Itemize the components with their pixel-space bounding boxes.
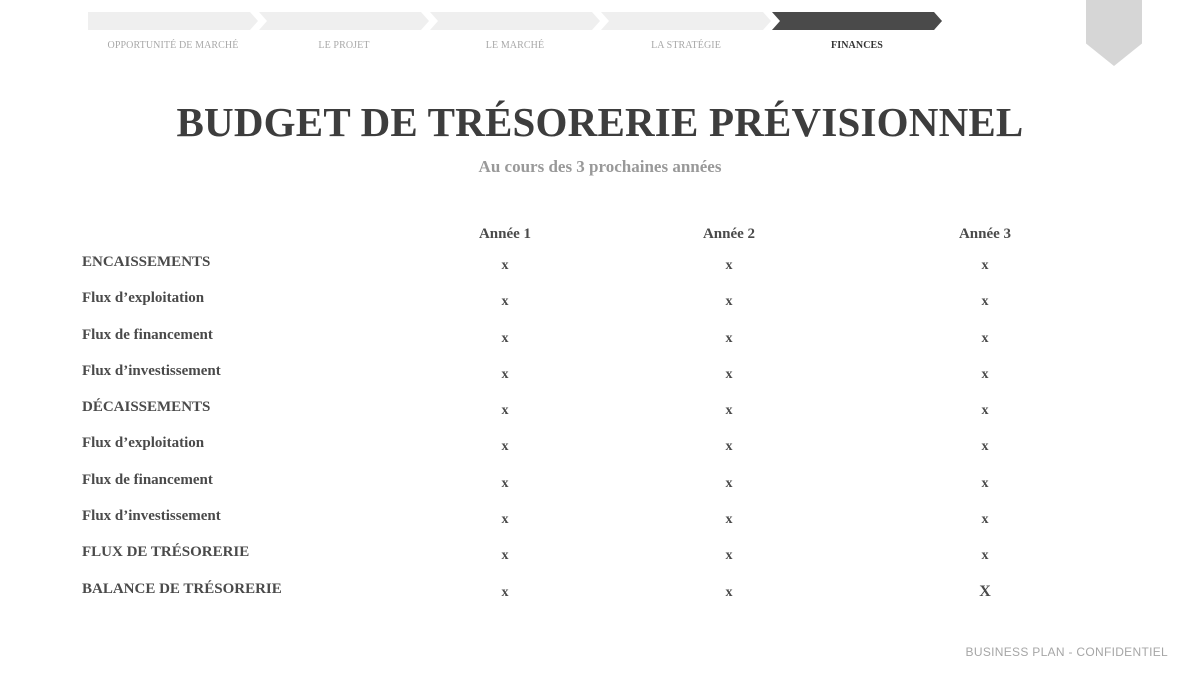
table-row [82, 504, 1082, 540]
row-label: Flux d’investissement [82, 362, 221, 379]
cell-year-1: x [501, 366, 509, 382]
row-label: DÉCAISSEMENTS [82, 399, 211, 416]
cell-year-3: x [981, 439, 989, 455]
nav-step-arrow [430, 12, 600, 30]
nav-step-projet[interactable] [259, 12, 433, 62]
row-label: Flux de financement [82, 326, 213, 343]
cell-year-1: x [501, 330, 509, 346]
bookmark-ribbon-icon[interactable] [1086, 0, 1142, 66]
table-row [82, 250, 1082, 286]
page-subtitle: Au cours des 3 prochaines années [478, 157, 722, 176]
table-row [82, 323, 1082, 359]
row-label: Flux d’exploitation [82, 290, 205, 307]
nav-step-marche[interactable] [430, 12, 604, 62]
cell-year-2: x [725, 512, 733, 528]
row-label: Flux d’exploitation [82, 435, 205, 452]
column-header-year-2: Année 2 [702, 226, 756, 242]
column-header-year-1: Année 1 [478, 226, 532, 242]
cell-year-3: x [981, 258, 989, 273]
cell-year-1: x [501, 548, 509, 564]
row-label: BALANCE DE TRÉSORERIE [82, 580, 282, 597]
page-title: BUDGET DE TRÉSORERIE PRÉVISIONNEL [176, 99, 1024, 145]
cell-year-1: x [501, 512, 509, 528]
row-label: ENCAISSEMENTS [82, 254, 211, 270]
cell-year-2: x [725, 475, 733, 491]
cell-year-2: x [725, 366, 733, 382]
cell-year-3: x [981, 294, 989, 310]
cell-year-2: x [725, 439, 733, 455]
cell-year-3: x [981, 330, 989, 346]
cell-year-1: x [501, 475, 509, 491]
row-label: Flux de financement [82, 471, 213, 488]
cell-year-2: x [725, 330, 733, 346]
cash-budget-table [82, 222, 1082, 613]
table-row [82, 540, 1082, 576]
nav-step-label-active: FINANCES [831, 40, 883, 51]
cell-year-1: x [501, 439, 509, 455]
row-label: FLUX DE TRÉSORERIE [82, 544, 250, 561]
row-label: Flux d’investissement [82, 508, 221, 525]
nav-step-label: LE PROJET [318, 40, 370, 51]
cell-year-1: x [501, 584, 509, 600]
table-header-row [82, 222, 1082, 250]
progress-nav [88, 12, 944, 62]
cell-year-2: x [725, 548, 733, 564]
table-row [82, 431, 1082, 467]
nav-step-strategie[interactable] [601, 12, 775, 62]
cell-year-2: x [725, 294, 733, 310]
cell-year-2: x [725, 584, 733, 600]
nav-step-label: LE MARCHÉ [485, 40, 545, 51]
table-row [82, 359, 1082, 395]
nav-step-arrow [259, 12, 429, 30]
nav-step-arrow [601, 12, 771, 30]
table-row [82, 286, 1082, 322]
cell-year-1: x [501, 403, 509, 419]
footer-confidential: BUSINESS PLAN - CONFIDENTIEL [965, 645, 1168, 659]
nav-step-arrow [88, 12, 258, 30]
cell-year-3: x [981, 403, 989, 419]
nav-step-opportunite[interactable] [88, 12, 262, 62]
nav-step-label: OPPORTUNITÉ DE MARCHÉ [107, 40, 239, 51]
cell-year-1: x [501, 258, 509, 273]
cell-year-3: x [981, 512, 989, 528]
cell-year-2: x [725, 258, 733, 273]
column-header-year-3: Année 3 [958, 226, 1012, 242]
cell-year-3: x [981, 366, 989, 382]
cell-year-1: x [501, 294, 509, 310]
cell-year-2: x [725, 403, 733, 419]
table-row [82, 468, 1082, 504]
nav-step-arrow-active [772, 12, 942, 30]
cell-year-3: x [981, 475, 989, 491]
nav-step-label: LA STRATÉGIE [651, 40, 721, 51]
nav-step-finances[interactable] [772, 12, 946, 62]
table-row [82, 577, 1082, 613]
cell-year-3: X [979, 582, 991, 600]
cell-year-3: x [981, 548, 989, 564]
table-row [82, 395, 1082, 431]
